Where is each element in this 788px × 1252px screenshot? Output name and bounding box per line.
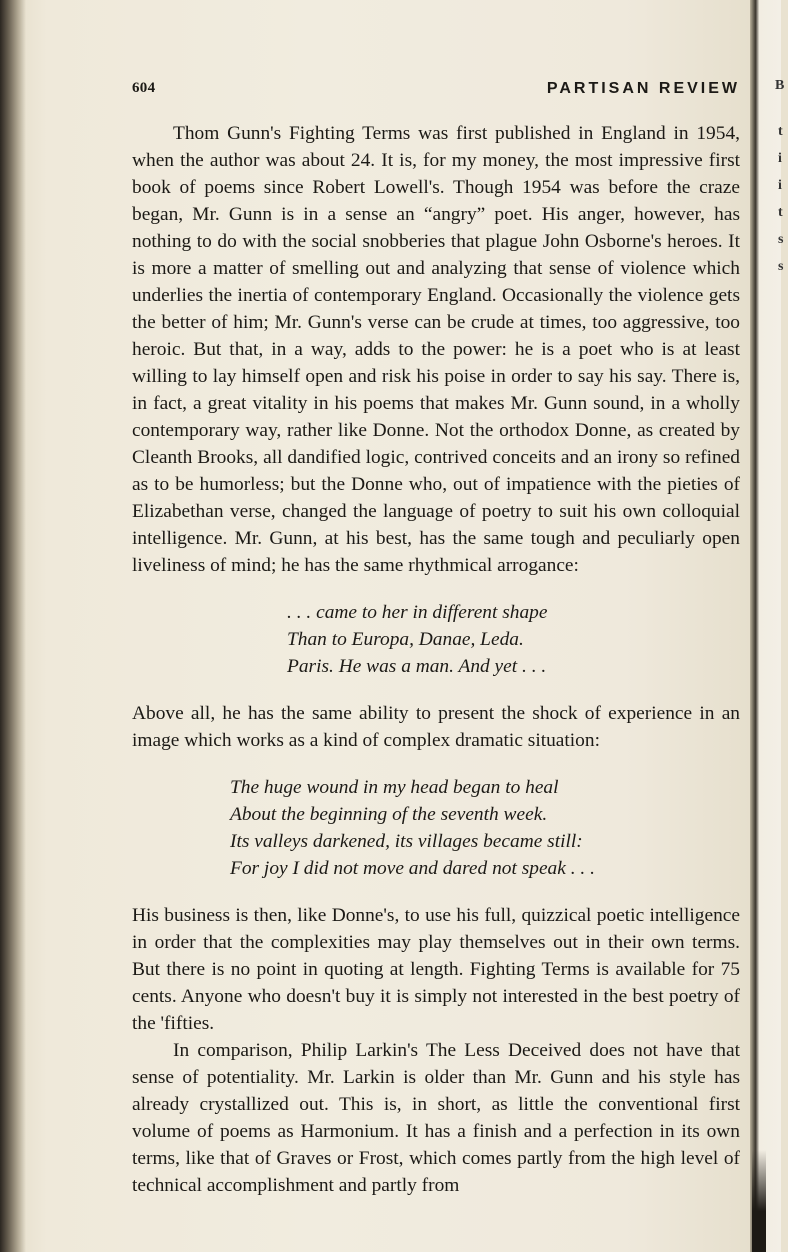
paragraph-larkin: In comparison, Philip Larkin's The Less Deceived does not have that sense of potentiality. Mr. Larkin is older than Mr. Gunn and his style has already crystallized out. This is, in short, as little the conventional first volume of poems as Harmonium. It has a finish and a perfection in its own terms, like that of Graves or Frost, which comes partly from the high level of technical accomplishment and partly from (132, 1040, 740, 1196)
fragment-char: s (778, 232, 784, 247)
page-edge-shadow (752, 1150, 766, 1252)
paragraph-gunn: Thom Gunn's Fighting Terms was first published in England in 1954, when the author was about 24. It is, for my money, the most impressive first book of poems since Robert Lowell's. Though 1954 was before the craze began, Mr. Gunn is in a sense an “angry” poet. His anger, however, has nothing to do with the social snobberies that plague John Osborne's heroes. It is more a matter of smelling out and analyzing that sense of violence which underlies the inertia of contemporary England. Occasionally the violence gets the better of him; Mr. Gunn's verse can be crude at times, too aggressive, too heroic. But that, in a way, adds to the power: he is a poet who is at least willing to lay himself open and risk his poise in order to say his say. There is, in fact, a great vitality in his poems that makes Mr. Gunn sound, in a wholly contemporary way, rather like Donne. Not the orthodox Donne, as created by Cleanth Brooks, all dandified logic, contrived conceits and an irony so refined as to be humorless; but the Donne who, out of impatience with the pieties of Elizabethan verse, changed the language of poetry to suit his own colloquial intelligence. Mr. Gunn, at his best, has the same tough and peculiarly open liveliness of mind; he has the same rhythmical arrogance: (132, 123, 740, 576)
verse-line: Paris. He was a man. And yet . . . (287, 656, 547, 677)
verse-line: Than to Europa, Danae, Leda. (287, 629, 524, 650)
page-header (132, 80, 740, 104)
article-body (132, 120, 740, 1199)
verse-quote-1 (287, 599, 740, 680)
book-gutter-shadow (0, 0, 26, 1252)
fragment-char: B (775, 78, 785, 93)
fragment-char: s (778, 259, 784, 274)
facing-page-fragments (778, 118, 788, 280)
running-head: PARTISAN REVIEW (546, 80, 740, 97)
verse-line: About the beginning of the seventh week. (230, 804, 548, 825)
page-number: 604 (132, 80, 156, 96)
verse-quote-2 (230, 774, 740, 882)
page-edge (750, 0, 781, 1252)
paragraph-image: Above all, he has the same ability to present the shock of experience in an image which works as a kind of complex dramatic situation: (132, 703, 740, 751)
verse-line: Its valleys darkened, its villages became still: (230, 831, 583, 852)
fragment-char: i (778, 151, 782, 166)
paragraph-donne: His business is then, like Donne's, to use his full, quizzical poetic intelligence in order that the complexities may play themselves out in their own terms. But there is no point in quoting at length. Fighting Terms is available for 75 cents. Anyone who doesn't buy it is simply not interested in the best poetry of the 'fifties. (132, 905, 740, 1034)
verse-line: The huge wound in my head began to heal (230, 777, 559, 798)
fragment-char: t (778, 205, 783, 220)
fragment-char: t (778, 124, 783, 139)
verse-line: For joy I did not move and dared not speak . . . (230, 858, 595, 879)
verse-line: . . . came to her in different shape (287, 602, 548, 623)
fragment-char: i (778, 178, 782, 193)
